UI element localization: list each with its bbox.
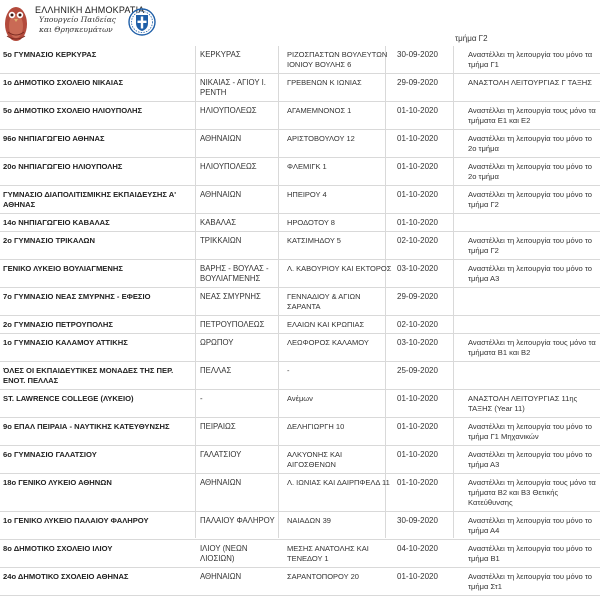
school-name: ΓΕΝΙΚΟ ΛΥΚΕΙΟ ΒΟΥΛΙΑΓΜΕΝΗΣ: [0, 260, 197, 288]
school-name: 1ο ΓΥΜΝΑΣΙΟ ΚΑΛΑΜΟΥ ΑΤΤΙΚΗΣ: [0, 334, 197, 362]
address: ΜΕΣΗΣ ΑΝΑΤΟΛΗΣ ΚΑΙ ΤΕΝΕΔΟΥ 1: [284, 540, 394, 568]
suspension-note: ΑΝΑΣΤΟΛΗ ΛΕΙΤΟΥΡΓΙΑΣ Γ ΤΑΞΗΣ: [465, 74, 600, 102]
municipality: ΚΑΒΑΛΑΣ: [197, 214, 284, 232]
address: ΛΕΩΦΟΡΟΣ ΚΑΛΑΜΟΥ: [284, 334, 394, 362]
table-row: [0, 474, 600, 512]
table-row: [0, 362, 600, 390]
school-name: 24ο ΔΗΜΟΤΙΚΟ ΣΧΟΛΕΙΟ ΑΘΗΝΑΣ: [0, 568, 197, 596]
suspension-note: [465, 214, 600, 232]
school-name: 2ο ΓΥΜΝΑΣΙΟ ΠΕΤΡΟΥΠΟΛΗΣ: [0, 316, 197, 334]
address: Ανέμων: [284, 390, 394, 418]
suspension-date: 01-10-2020: [394, 568, 465, 596]
municipality: ΠΕΙΡΑΙΩΣ: [197, 418, 284, 446]
school-name: 14ο ΝΗΠΙΑΓΩΓΕΙΟ ΚΑΒΑΛΑΣ: [0, 214, 197, 232]
school-name: 18ο ΓΕΝΙΚΟ ΛΥΚΕΙΟ ΑΘΗΝΩΝ: [0, 474, 197, 512]
table-row: [0, 390, 600, 418]
table-row: [0, 446, 600, 474]
suspension-date: 03-10-2020: [394, 334, 465, 362]
municipality: ΓΑΛΑΤΣΙΟΥ: [197, 446, 284, 474]
table-row: [0, 158, 600, 186]
suspension-date: 29-09-2020: [394, 288, 465, 316]
suspension-note: Αναστέλλει τη λειτουργία του μόνο το τμήμα Γ1 Μηχανικών: [465, 418, 600, 446]
address: ΕΛΑΙΩΝ ΚΑΙ ΚΡΩΠΙΑΣ: [284, 316, 394, 334]
school-name: 5ο ΔΗΜΟΤΙΚΟ ΣΧΟΛΕΙΟ ΗΛΙΟΥΠΟΛΗΣ: [0, 102, 197, 130]
suspension-note: Αναστέλλει τη λειτουργία τους μόνο τα τμήματα Β2 και Β3 Θετικής Κατεύθυνσης: [465, 474, 600, 512]
suspension-note: ΑΝΑΣΤΟΛΗ ΛΕΙΤΟΥΡΓΙΑΣ 11ης ΤΑΞΗΣ (Year 11): [465, 390, 600, 418]
table-row: [0, 130, 600, 158]
school-name: 9ο ΕΠΑΛ ΠΕΙΡΑΙΑ - ΝΑΥΤΙΚΗΣ ΚΑΤΕΥΘΥΝΣΗΣ: [0, 418, 197, 446]
suspension-note: Αναστέλλει τη λειτουργία του μόνο το τμήμα Γ2: [465, 186, 600, 214]
municipality: ΠΕΤΡΟΥΠΟΛΕΩΣ: [197, 316, 284, 334]
suspension-note: Αναστέλλει τη λειτουργία τους μόνο τα τμήματα Ε1 και Ε2: [465, 102, 600, 130]
municipality: ΗΛΙΟΥΠΟΛΕΩΣ: [197, 102, 284, 130]
suspension-note: Αναστέλλει τη λειτουργία του μόνο το τμήμα Γ2: [465, 232, 600, 260]
owl-logo-icon: [2, 2, 30, 44]
municipality: ΑΘΗΝΑΙΩΝ: [197, 130, 284, 158]
previous-row-remainder: τμήμα Γ2: [455, 34, 488, 43]
suspension-date: 02-10-2020: [394, 232, 465, 260]
municipality: ΩΡΩΠΟΥ: [197, 334, 284, 362]
municipality: ΑΘΗΝΑΙΩΝ: [197, 186, 284, 214]
address: ΗΡΟΔΟΤΟΥ 8: [284, 214, 394, 232]
suspension-date: 30-09-2020: [394, 512, 465, 540]
suspension-date: 29-09-2020: [394, 74, 465, 102]
ministry-line-2: και Θρησκευμάτων: [39, 25, 113, 34]
school-name: 1ο ΓΕΝΙΚΟ ΛΥΚΕΙΟ ΠΑΛΑΙΟΥ ΦΑΛΗΡΟΥ: [0, 512, 197, 540]
greek-emblem-icon: [128, 8, 156, 36]
suspension-date: 01-10-2020: [394, 446, 465, 474]
suspension-date: 03-10-2020: [394, 260, 465, 288]
table-row: [0, 288, 600, 316]
school-name: 8ο ΔΗΜΟΤΙΚΟ ΣΧΟΛΕΙΟ ΙΛΙΟΥ: [0, 540, 197, 568]
address: ΚΑΤΣΙΜΗΔΟΥ 5: [284, 232, 394, 260]
table-row: [0, 46, 600, 74]
suspension-note: Αναστέλλει τη λειτουργία του μόνο το τμήμα Στ1: [465, 568, 600, 596]
municipality: ΒΑΡΗΣ - ΒΟΥΛΑΣ - ΒΟΥΛΙΑΓΜΕΝΗΣ: [197, 260, 284, 288]
suspension-note: Αναστέλλει τη λειτουργία του μόνο τα τμήμα Γ1: [465, 46, 600, 74]
suspension-note: [465, 362, 600, 390]
table-row: [0, 540, 600, 568]
municipality: ΝΙΚΑΙΑΣ - ΑΓΙΟΥ Ι. ΡΕΝΤΗ: [197, 74, 284, 102]
school-name: 5ο ΓΥΜΝΑΣΙΟ ΚΕΡΚΥΡΑΣ: [0, 46, 197, 74]
municipality: ΚΕΡΚΥΡΑΣ: [197, 46, 284, 74]
suspension-date: 01-10-2020: [394, 186, 465, 214]
municipality: -: [197, 390, 284, 418]
suspension-date: 30-09-2020: [394, 46, 465, 74]
municipality: ΗΛΙΟΥΠΟΛΕΩΣ: [197, 158, 284, 186]
table-row: [0, 214, 600, 232]
table-row: [0, 260, 600, 288]
address: ΗΠΕΙΡΟΥ 4: [284, 186, 394, 214]
suspension-note: [465, 288, 600, 316]
school-name: ST. LAWRENCE COLLEGE (ΛΥΚΕΙΟ): [0, 390, 197, 418]
school-name: 2ο ΓΥΜΝΑΣΙΟ ΤΡΙΚΑΛΩΝ: [0, 232, 197, 260]
suspension-date: 01-10-2020: [394, 214, 465, 232]
ministry-header: [0, 0, 600, 46]
suspension-note: Αναστέλλει τη λειτουργία του μόνο το 2ο τμήμα: [465, 158, 600, 186]
municipality: ΠΕΛΛΑΣ: [197, 362, 284, 390]
address: ΑΡΙΣΤΟΒΟΥΛΟΥ 12: [284, 130, 394, 158]
school-name: ΓΥΜΝΑΣΙΟ ΔΙΑΠΟΛΙΤΙΣΜΙΚΗΣ ΕΚΠΑΙΔΕΥΣΗΣ Α' ΑΘΗΝΑΣ: [0, 186, 197, 214]
suspension-note: [465, 316, 600, 334]
suspension-date: 01-10-2020: [394, 418, 465, 446]
address: ΔΕΛΗΓΙΩΡΓΗ 10: [284, 418, 394, 446]
suspension-date: 01-10-2020: [394, 474, 465, 512]
suspension-date: 04-10-2020: [394, 540, 465, 568]
address: Λ. ΙΩΝΙΑΣ ΚΑΙ ΔΑΙΡΠΦΕΛΔ 11: [284, 474, 394, 512]
suspension-date: 01-10-2020: [394, 130, 465, 158]
suspension-date: 02-10-2020: [394, 316, 465, 334]
ministry-line-1: Υπουργείο Παιδείας: [39, 15, 117, 24]
municipality: ΙΛΙΟΥ (ΝΕΩΝ ΛΙΟΣΙΩΝ): [197, 540, 284, 568]
municipality: ΑΘΗΝΑΙΩΝ: [197, 474, 284, 512]
table-row: [0, 418, 600, 446]
table-row: [0, 186, 600, 214]
municipality: ΠΑΛΑΙΟΥ ΦΑΛΗΡΟΥ: [197, 512, 284, 540]
suspension-note: Αναστέλλει τη λειτουργία του μόνο το τμήμα Α4: [465, 512, 600, 540]
suspension-date: 01-10-2020: [394, 390, 465, 418]
table-row: [0, 316, 600, 334]
table-row: [0, 512, 600, 540]
suspension-date: 01-10-2020: [394, 158, 465, 186]
table-row: [0, 74, 600, 102]
address: ΓΡΕΒΕΝΩΝ Κ ΙΩΝΙΑΣ: [284, 74, 394, 102]
school-name: 1ο ΔΗΜΟΤΙΚΟ ΣΧΟΛΕΙΟ ΝΙΚΑΙΑΣ: [0, 74, 197, 102]
address: Λ. ΚΑΒΟΥΡΙΟΥ ΚΑΙ ΕΚΤΟΡΟΣ: [284, 260, 394, 288]
suspension-note: Αναστέλλει τη λειτουργία του μόνο το τμήμα Α3: [465, 446, 600, 474]
school-name: 20ο ΝΗΠΙΑΓΩΓΕΙΟ ΗΛΙΟΥΠΟΛΗΣ: [0, 158, 197, 186]
address: -: [284, 362, 394, 390]
municipality: ΑΘΗΝΑΙΩΝ: [197, 568, 284, 596]
school-name: ΌΛΕΣ ΟΙ ΕΚΠΑΙΔΕΥΤΙΚΕΣ ΜΟΝΑΔΕΣ ΤΗΣ ΠΕΡ. ΕΝΟΤ. ΠΕΛΛΑΣ: [0, 362, 197, 390]
country-name: ΕΛΛΗΝΙΚΗ ΔΗΜΟΚΡΑΤΙΑ: [35, 5, 145, 15]
suspension-date: 25-09-2020: [394, 362, 465, 390]
municipality: ΤΡΙΚΚΑΙΩΝ: [197, 232, 284, 260]
school-name: 6ο ΓΥΜΝΑΣΙΟ ΓΑΛΑΤΣΙΟΥ: [0, 446, 197, 474]
school-name: 7ο ΓΥΜΝΑΣΙΟ ΝΕΑΣ ΣΜΥΡΝΗΣ - ΕΦΕΣΙΟ: [0, 288, 197, 316]
suspended-schools-table: [0, 46, 600, 596]
suspension-note: Αναστέλλει τη λειτουργία του μόνο το τμήμα Α3: [465, 260, 600, 288]
suspension-note: Αναστέλλει τη λειτουργία του μόνο το 2ο τμήμα: [465, 130, 600, 158]
school-name: 96ο ΝΗΠΙΑΓΩΓΕΙΟ ΑΘΗΝΑΣ: [0, 130, 197, 158]
table-row: [0, 232, 600, 260]
suspension-date: 01-10-2020: [394, 102, 465, 130]
address: ΑΓΑΜΕΜΝΟΝΟΣ 1: [284, 102, 394, 130]
address: ΡΙΖΟΣΠΑΣΤΩΝ ΒΟΥΛΕΥΤΩΝ ΙΟΝΙΟΥ ΒΟΥΛΗΣ 6: [284, 46, 394, 74]
table-row: [0, 102, 600, 130]
suspension-note: Αναστέλλει τη λειτουργία του μόνο το τμήμα Β1: [465, 540, 600, 568]
table-row: [0, 568, 600, 596]
municipality: ΝΕΑΣ ΣΜΥΡΝΗΣ: [197, 288, 284, 316]
address: ΑΛΚΥΟΝΗΣ ΚΑΙ ΑΙΓΟΣΘΕΝΩΝ: [284, 446, 394, 474]
address: ΓΕΝΝΑΔΙΟΥ & ΑΓΙΩΝ ΣΑΡΑΝΤΑ: [284, 288, 394, 316]
suspension-note: Αναστέλλει τη λειτουργία τους μόνο τα τμήματα Β1 και Β2: [465, 334, 600, 362]
table-row: [0, 334, 600, 362]
address: ΣΑΡΑΝΤΟΠΟΡΟΥ 20: [284, 568, 394, 596]
address: ΝΑΙΑΔΩΝ 39: [284, 512, 394, 540]
address: ΦΛΕΜΙΓΚ 1: [284, 158, 394, 186]
